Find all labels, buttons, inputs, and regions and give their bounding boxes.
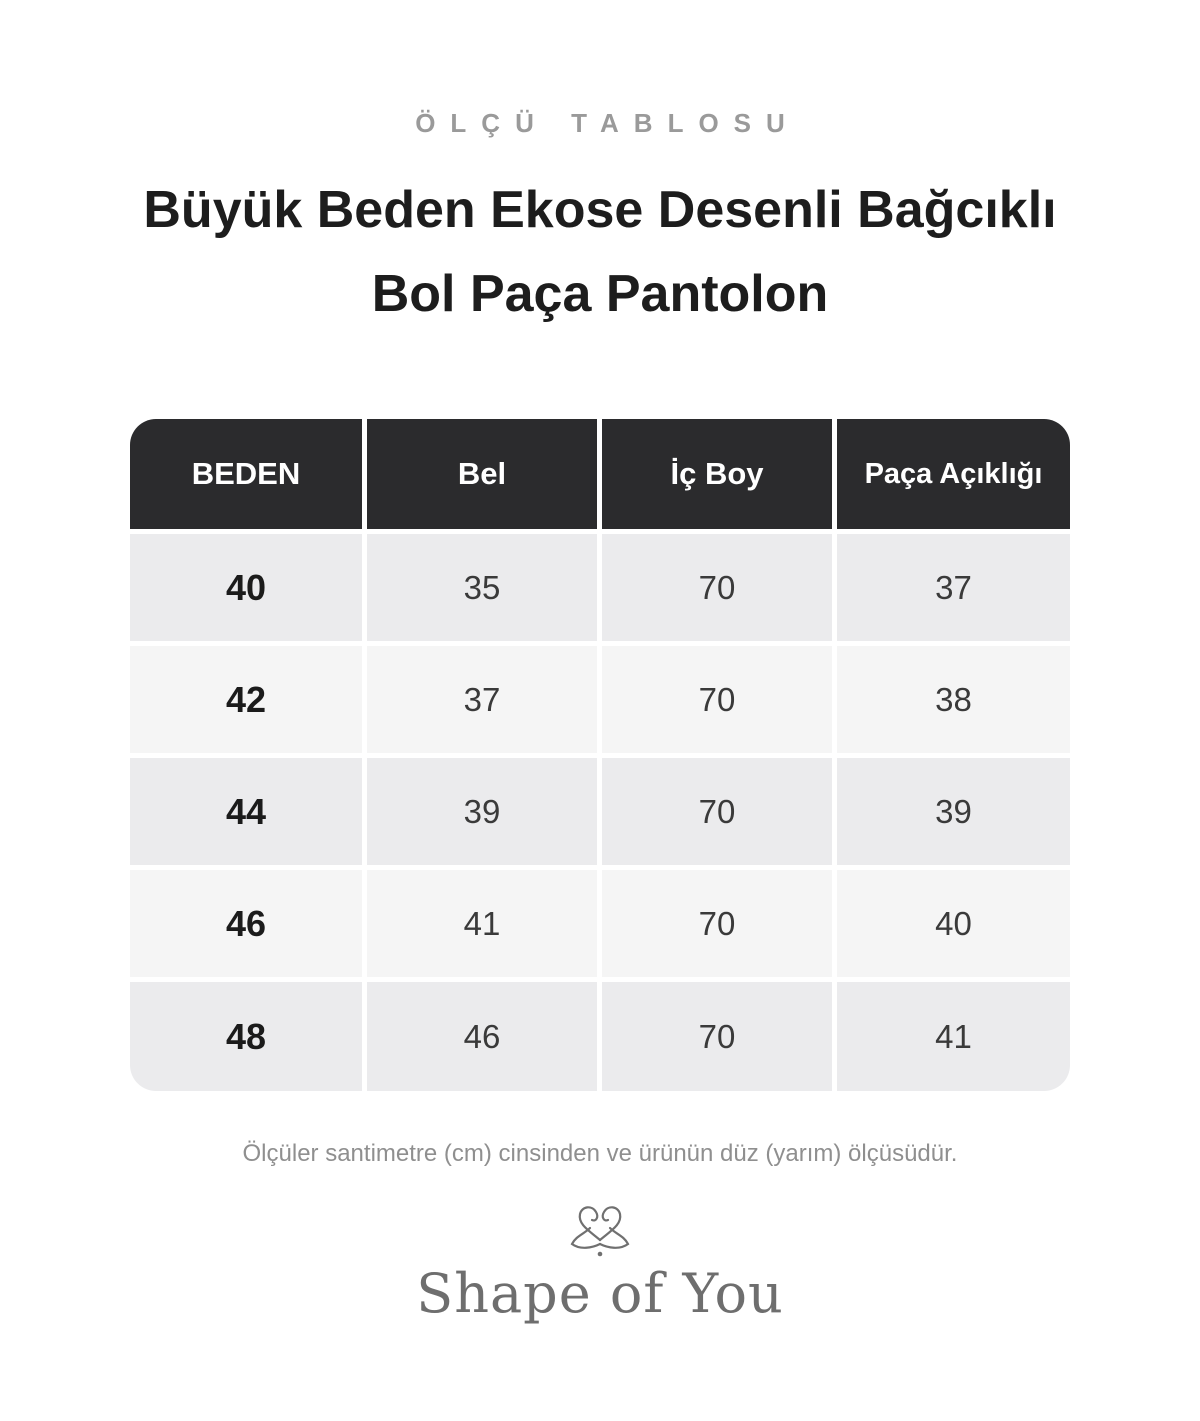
measurement-note: Ölçüler santimetre (cm) cinsinden ve ürünün düz (yarım) ölçüsüdür. [242, 1140, 958, 1167]
size-cell: 42 [130, 646, 362, 753]
size-cell: 44 [130, 758, 362, 865]
intertwined-hearts-logo-icon [568, 1200, 632, 1260]
paca-acikligi-cell: 40 [837, 870, 1070, 977]
column-header-ic-boy: İç Boy [602, 419, 832, 529]
page-eyebrow: ÖLÇÜ TABLOSU [415, 108, 800, 138]
size-cell: 48 [130, 982, 362, 1091]
bel-cell: 46 [367, 982, 597, 1091]
table-row [130, 870, 1070, 977]
ic-boy-cell: 70 [602, 758, 832, 865]
bel-cell: 39 [367, 758, 597, 865]
column-header-beden: BEDEN [130, 419, 362, 529]
size-chart-table [130, 419, 1070, 1091]
table-row [130, 534, 1070, 641]
ic-boy-cell: 70 [602, 870, 832, 977]
table-row [130, 646, 1070, 753]
ic-boy-cell: 70 [602, 646, 832, 753]
paca-acikligi-cell: 41 [837, 982, 1070, 1091]
page-title [100, 168, 1100, 336]
bel-cell: 37 [367, 646, 597, 753]
size-cell: 40 [130, 534, 362, 641]
size-cell: 46 [130, 870, 362, 977]
table-row [130, 982, 1070, 1091]
title-line-1: Büyük Beden Ekose Desenli Bağcıklı [143, 181, 1057, 239]
paca-acikligi-cell: 38 [837, 646, 1070, 753]
brand-logo-text: Shape of You [416, 1262, 784, 1325]
column-header-paca-acikligi: Paça Açıklığı [837, 419, 1070, 529]
column-header-bel: Bel [367, 419, 597, 529]
ic-boy-cell: 70 [602, 982, 832, 1091]
table-header-row [130, 419, 1070, 529]
paca-acikligi-cell: 39 [837, 758, 1070, 865]
table-row [130, 758, 1070, 865]
ic-boy-cell: 70 [602, 534, 832, 641]
bel-cell: 41 [367, 870, 597, 977]
title-line-2: Bol Paça Pantolon [371, 265, 829, 323]
bel-cell: 35 [367, 534, 597, 641]
paca-acikligi-cell: 37 [837, 534, 1070, 641]
